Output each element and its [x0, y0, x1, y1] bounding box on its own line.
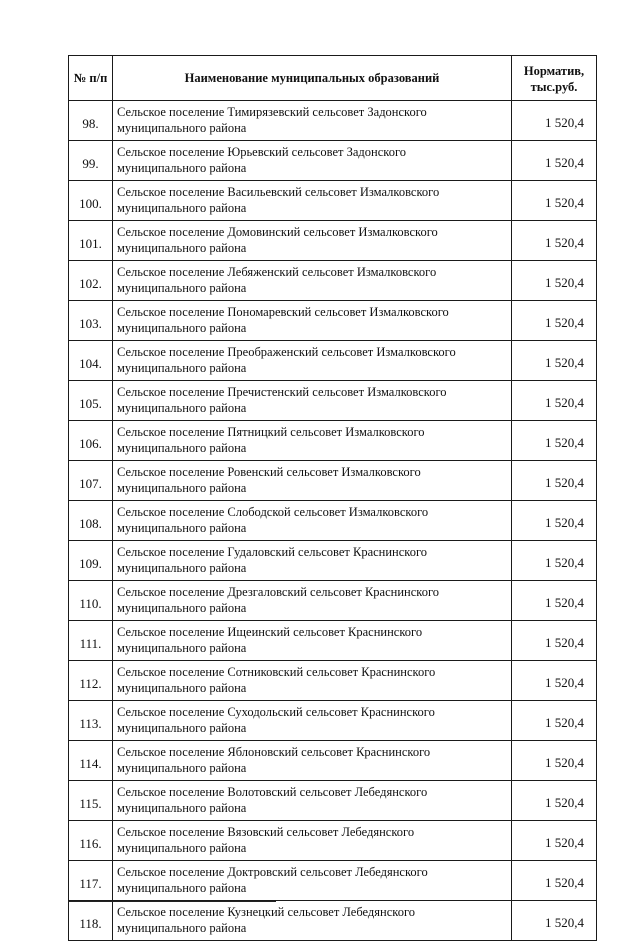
- row-normative-value: 1 520,4: [512, 781, 597, 821]
- row-normative-value: 1 520,4: [512, 501, 597, 541]
- table-row: [69, 821, 597, 861]
- row-number: 114.: [69, 741, 113, 781]
- header-value-line1: Норматив,: [523, 64, 585, 78]
- table-row: [69, 541, 597, 581]
- row-name-line2: муниципального района: [117, 920, 247, 935]
- row-name-line2: муниципального района: [117, 640, 247, 655]
- row-name-line2: муниципального района: [117, 120, 247, 135]
- row-name-line1: Сельское поселение Пономаревский сельсовет Измалковского: [117, 305, 449, 319]
- row-name-line1: Сельское поселение Яблоновский сельсовет Краснинского: [117, 745, 431, 759]
- row-number: 113.: [69, 701, 113, 741]
- row-name-line2: муниципального района: [117, 160, 247, 175]
- row-name-line2: муниципального района: [117, 440, 247, 455]
- row-normative-value: 1 520,4: [512, 421, 597, 461]
- row-normative-value: 1 520,4: [512, 221, 597, 261]
- row-normative-value: 1 520,4: [512, 381, 597, 421]
- row-name-line2: муниципального района: [117, 560, 247, 575]
- row-municipality-name: [113, 381, 512, 421]
- row-normative-value: 1 520,4: [512, 181, 597, 221]
- row-name-line2: муниципального района: [117, 800, 247, 815]
- table-row: [69, 901, 597, 941]
- row-name-line1: Сельское поселение Слободской сельсовет Измалковского: [117, 505, 429, 519]
- row-municipality-name: [113, 781, 512, 821]
- row-municipality-name: [113, 661, 512, 701]
- table-row: [69, 381, 597, 421]
- row-number: 100.: [69, 181, 113, 221]
- row-number: 109.: [69, 541, 113, 581]
- row-number: 117.: [69, 861, 113, 901]
- row-number: 104.: [69, 341, 113, 381]
- row-name-line2: муниципального района: [117, 240, 247, 255]
- row-name-line2: муниципального района: [117, 320, 247, 335]
- row-municipality-name: [113, 341, 512, 381]
- row-normative-value: 1 520,4: [512, 821, 597, 861]
- table-row: [69, 341, 597, 381]
- table-row: [69, 741, 597, 781]
- row-number: 118.: [69, 901, 113, 941]
- row-normative-value: 1 520,4: [512, 141, 597, 181]
- header-value-line2: тыс.руб.: [530, 80, 578, 94]
- row-number: 99.: [69, 141, 113, 181]
- row-name-line1: Сельское поселение Ровенский сельсовет Измалковского: [117, 465, 421, 479]
- row-number: 105.: [69, 381, 113, 421]
- row-number: 101.: [69, 221, 113, 261]
- row-name-line1: Сельское поселение Гудаловский сельсовет Краснинского: [117, 545, 428, 559]
- row-municipality-name: [113, 541, 512, 581]
- row-municipality-name: [113, 621, 512, 661]
- table-row: [69, 781, 597, 821]
- row-name-line2: муниципального района: [117, 520, 247, 535]
- row-municipality-name: [113, 261, 512, 301]
- row-name-line1: Сельское поселение Юрьевский сельсовет Задонского: [117, 145, 407, 159]
- table-row: [69, 701, 597, 741]
- row-name-line1: Сельское поселение Лебяженский сельсовет Измалковского: [117, 265, 437, 279]
- table-row: [69, 581, 597, 621]
- row-municipality-name: [113, 581, 512, 621]
- row-name-line2: муниципального района: [117, 880, 247, 895]
- row-name-line2: муниципального района: [117, 400, 247, 415]
- row-name-line1: Сельское поселение Пятницкий сельсовет Измалковского: [117, 425, 425, 439]
- row-municipality-name: [113, 701, 512, 741]
- row-municipality-name: [113, 741, 512, 781]
- row-normative-value: 1 520,4: [512, 701, 597, 741]
- row-name-line2: муниципального района: [117, 480, 247, 495]
- row-name-line1: Сельское поселение Тимирязевский сельсовет Задонского: [117, 105, 427, 119]
- row-name-line2: муниципального района: [117, 280, 247, 295]
- row-municipality-name: [113, 501, 512, 541]
- row-normative-value: 1 520,4: [512, 541, 597, 581]
- row-normative-value: 1 520,4: [512, 621, 597, 661]
- row-name-line1: Сельское поселение Васильевский сельсовет Измалковского: [117, 185, 440, 199]
- header-number: № п/п: [69, 56, 113, 101]
- row-number: 107.: [69, 461, 113, 501]
- row-normative-value: 1 520,4: [512, 101, 597, 141]
- row-number: 110.: [69, 581, 113, 621]
- row-number: 106.: [69, 421, 113, 461]
- row-name-line2: муниципального района: [117, 760, 247, 775]
- row-normative-value: 1 520,4: [512, 461, 597, 501]
- table-row: [69, 661, 597, 701]
- row-normative-value: 1 520,4: [512, 261, 597, 301]
- row-number: 111.: [69, 621, 113, 661]
- row-name-line1: Сельское поселение Волотовский сельсовет Лебедянского: [117, 785, 428, 799]
- row-name-line2: муниципального района: [117, 600, 247, 615]
- row-number: 116.: [69, 821, 113, 861]
- row-name-line1: Сельское поселение Кузнецкий сельсовет Лебедянского: [117, 905, 416, 919]
- normatives-table: [68, 55, 597, 941]
- table-row: [69, 181, 597, 221]
- row-normative-value: 1 520,4: [512, 741, 597, 781]
- row-name-line2: муниципального района: [117, 680, 247, 695]
- table-row: [69, 221, 597, 261]
- row-municipality-name: [113, 461, 512, 501]
- table-row: [69, 861, 597, 901]
- row-name-line1: Сельское поселение Суходольский сельсовет Краснинского: [117, 705, 435, 719]
- row-municipality-name: [113, 301, 512, 341]
- row-municipality-name: [113, 861, 512, 901]
- row-normative-value: 1 520,4: [512, 341, 597, 381]
- row-name-line1: Сельское поселение Пречистенский сельсовет Измалковского: [117, 385, 447, 399]
- footnote-separator: [68, 901, 276, 902]
- row-name-line1: Сельское поселение Доктровский сельсовет Лебедянского: [117, 865, 428, 879]
- table-row: [69, 621, 597, 661]
- row-name-line1: Сельское поселение Сотниковский сельсовет Краснинского: [117, 665, 436, 679]
- table-row: [69, 141, 597, 181]
- row-municipality-name: [113, 421, 512, 461]
- row-normative-value: 1 520,4: [512, 301, 597, 341]
- row-municipality-name: [113, 181, 512, 221]
- table-row: [69, 101, 597, 141]
- row-name-line2: муниципального района: [117, 840, 247, 855]
- row-normative-value: 1 520,4: [512, 661, 597, 701]
- row-municipality-name: [113, 221, 512, 261]
- row-name-line1: Сельское поселение Ищеинский сельсовет Краснинского: [117, 625, 423, 639]
- row-normative-value: 1 520,4: [512, 581, 597, 621]
- table-row: [69, 461, 597, 501]
- row-name-line1: Сельское поселение Домовинский сельсовет Измалковского: [117, 225, 438, 239]
- row-name-line2: муниципального района: [117, 360, 247, 375]
- header-name: Наименование муниципальных образований: [113, 56, 512, 101]
- row-number: 112.: [69, 661, 113, 701]
- row-municipality-name: [113, 901, 512, 941]
- row-name-line1: Сельское поселение Преображенский сельсовет Измалковского: [117, 345, 456, 359]
- table-row: [69, 421, 597, 461]
- row-number: 103.: [69, 301, 113, 341]
- row-normative-value: 1 520,4: [512, 861, 597, 901]
- table-row: [69, 261, 597, 301]
- table-row: [69, 301, 597, 341]
- row-name-line1: Сельское поселение Дрезгаловский сельсовет Краснинского: [117, 585, 440, 599]
- header-value: [512, 56, 597, 101]
- row-normative-value: 1 520,4: [512, 901, 597, 941]
- row-name-line2: муниципального района: [117, 200, 247, 215]
- table-header-row: [69, 56, 597, 101]
- row-name-line1: Сельское поселение Вязовский сельсовет Лебедянского: [117, 825, 415, 839]
- row-name-line2: муниципального района: [117, 720, 247, 735]
- row-number: 115.: [69, 781, 113, 821]
- row-municipality-name: [113, 821, 512, 861]
- row-number: 102.: [69, 261, 113, 301]
- row-municipality-name: [113, 141, 512, 181]
- table-body: [69, 101, 597, 941]
- row-number: 108.: [69, 501, 113, 541]
- table-row: [69, 501, 597, 541]
- row-municipality-name: [113, 101, 512, 141]
- row-number: 98.: [69, 101, 113, 141]
